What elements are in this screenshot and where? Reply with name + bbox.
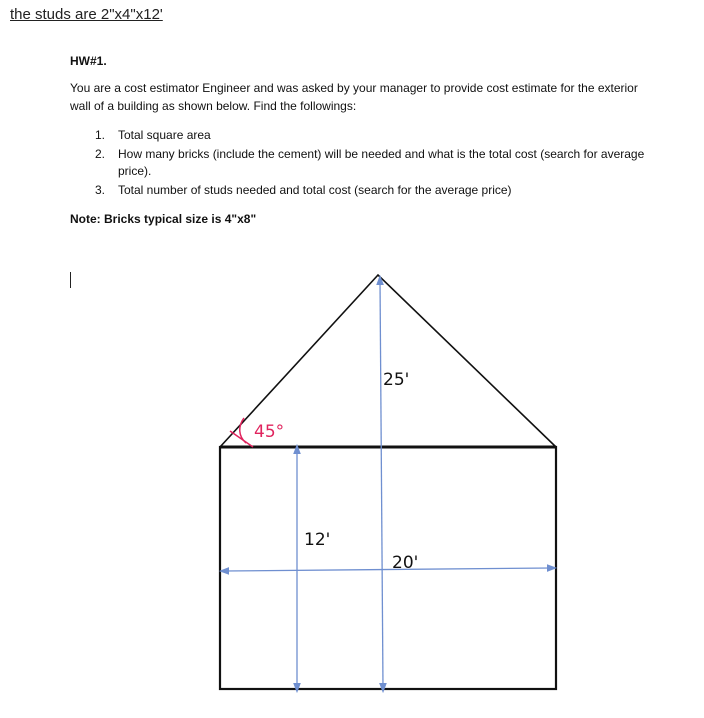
wall-height-label: 12' <box>304 530 331 550</box>
question-text: How many bricks (include the cement) will be needed and what is the total cost (search for average price). <box>118 147 645 178</box>
note-text: Note: Bricks typical size is 4"x8" <box>70 212 257 226</box>
total-height-dimension-line <box>380 280 383 688</box>
homework-title: HW#1. <box>70 54 107 68</box>
question-text: Total number of studs needed and total cost (search for the average price) <box>118 183 512 197</box>
list-number: 1. <box>95 128 106 142</box>
total-height-label: 25' <box>383 370 410 390</box>
angle-mark-line <box>230 431 253 447</box>
width-dimension-line <box>224 568 552 571</box>
intro-paragraph: You are a cost estimator Engineer and was asked by your manager to provide cost estimate for the exterior wall of a building as shown below. Find the followings: <box>70 81 638 113</box>
page-title: the studs are 2"x4"x12' <box>10 6 163 23</box>
angle-label: 45° <box>254 422 285 442</box>
list-number: 3. <box>95 183 106 197</box>
list-number: 2. <box>95 147 106 161</box>
width-label: 20' <box>392 553 419 573</box>
question-text: Total square area <box>118 128 211 142</box>
